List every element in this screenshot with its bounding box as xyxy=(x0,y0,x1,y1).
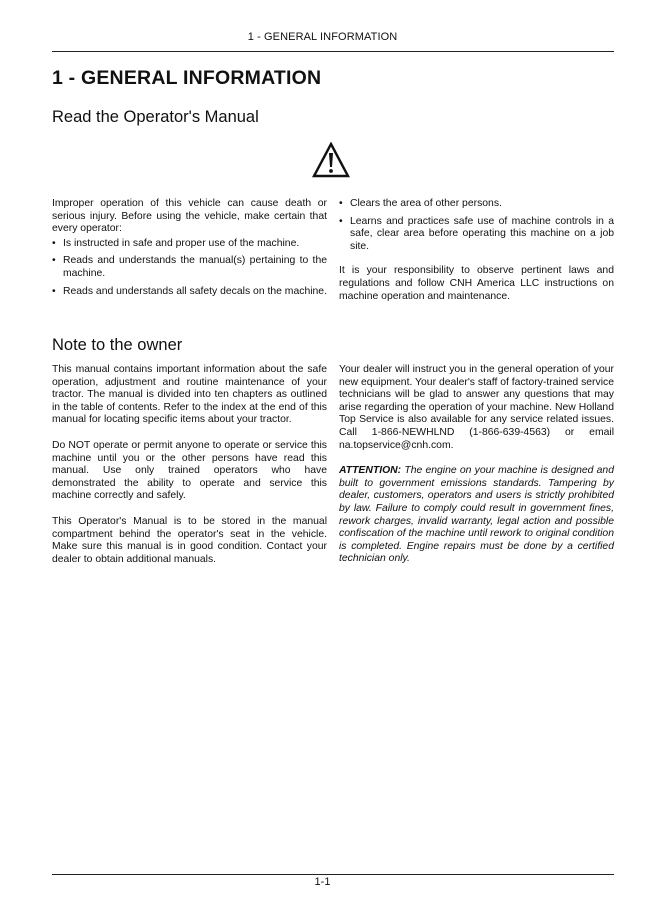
section-title-note-to-owner: Note to the owner xyxy=(52,336,183,354)
chapter-title: 1 - GENERAL INFORMATION xyxy=(52,67,322,89)
operator-requirements-list xyxy=(52,238,327,298)
read-manual-left-column xyxy=(52,198,327,310)
list-item: • Clears the area of other persons. xyxy=(339,198,614,211)
do-not-operate-paragraph: Do NOT operate or permit anyone to operate or service this machine until you or the other persons have read this manual. Use only trained operators who have demonstrated the ability to operate and service this machine correctly and safely. xyxy=(52,439,327,502)
list-item: • Reads and understands the manual(s) pertaining to the machine. xyxy=(52,255,327,280)
note-right-column xyxy=(339,364,614,579)
warning-triangle-icon xyxy=(312,142,350,178)
attention-label: ATTENTION: xyxy=(339,465,402,477)
attention-text: The engine on your machine is designed and built to government emissions standards. Tampering by dealer, customers, operators and users is strictly prohibited by law. Failure to comply could result in government fines, rework charges, invalid warranty, legal action and possible confiscation of the machine until rework to original condition is completed. Engine repairs must be done by a certified technician only. xyxy=(339,465,614,565)
page-number: 1-1 xyxy=(314,876,331,888)
manual-contents-paragraph: This manual contains important information about the safe operation, adjustment and routine maintenance of your tractor. The manual is divided into ten chapters as outlined in the table of contents. Refer to the index at the end of this manual for locating specific items about your tractor. xyxy=(52,364,327,426)
header-rule xyxy=(52,51,614,52)
manual-storage-paragraph: This Operator's Manual is to be stored in the manual compartment behind the operator's seat in the vehicle. Make sure this manual is in good condition. Contact your dealer to obtain additional manuals. xyxy=(52,515,327,565)
list-item: • Reads and understands all safety decals on the machine. xyxy=(52,286,327,299)
read-manual-intro: Improper operation of this vehicle can cause death or serious injury. Before using the vehicle, make certain that every operator: xyxy=(52,198,327,235)
section-title-read-manual: Read the Operator's Manual xyxy=(52,108,259,126)
read-manual-right-column xyxy=(339,198,614,316)
list-item: • Learns and practices safe use of machine controls in a safe, clear area before operating this machine on a job site. xyxy=(339,216,614,254)
note-left-column xyxy=(52,364,327,579)
responsibility-paragraph: It is your responsibility to observe pertinent laws and regulations and follow CNH America LLC instructions on machine operation and maintenance. xyxy=(339,265,614,302)
attention-paragraph xyxy=(339,465,614,566)
list-item: • Is instructed in safe and proper use of the machine. xyxy=(52,238,327,251)
running-header: 1 - GENERAL INFORMATION xyxy=(247,31,398,43)
dealer-paragraph: Your dealer will instruct you in the general operation of your new equipment. Your dealer's staff of factory-trained service technicians will be glad to answer any questions that may arise regarding the operation of your machine. New Holland Top Service is also available for any service related issues. Call 1-866-NEWHLND (1-866-639-4563) or email na.topservice@cnh.com. xyxy=(339,364,614,451)
operator-requirements-list-continued xyxy=(339,198,614,253)
footer-rule xyxy=(52,874,614,875)
